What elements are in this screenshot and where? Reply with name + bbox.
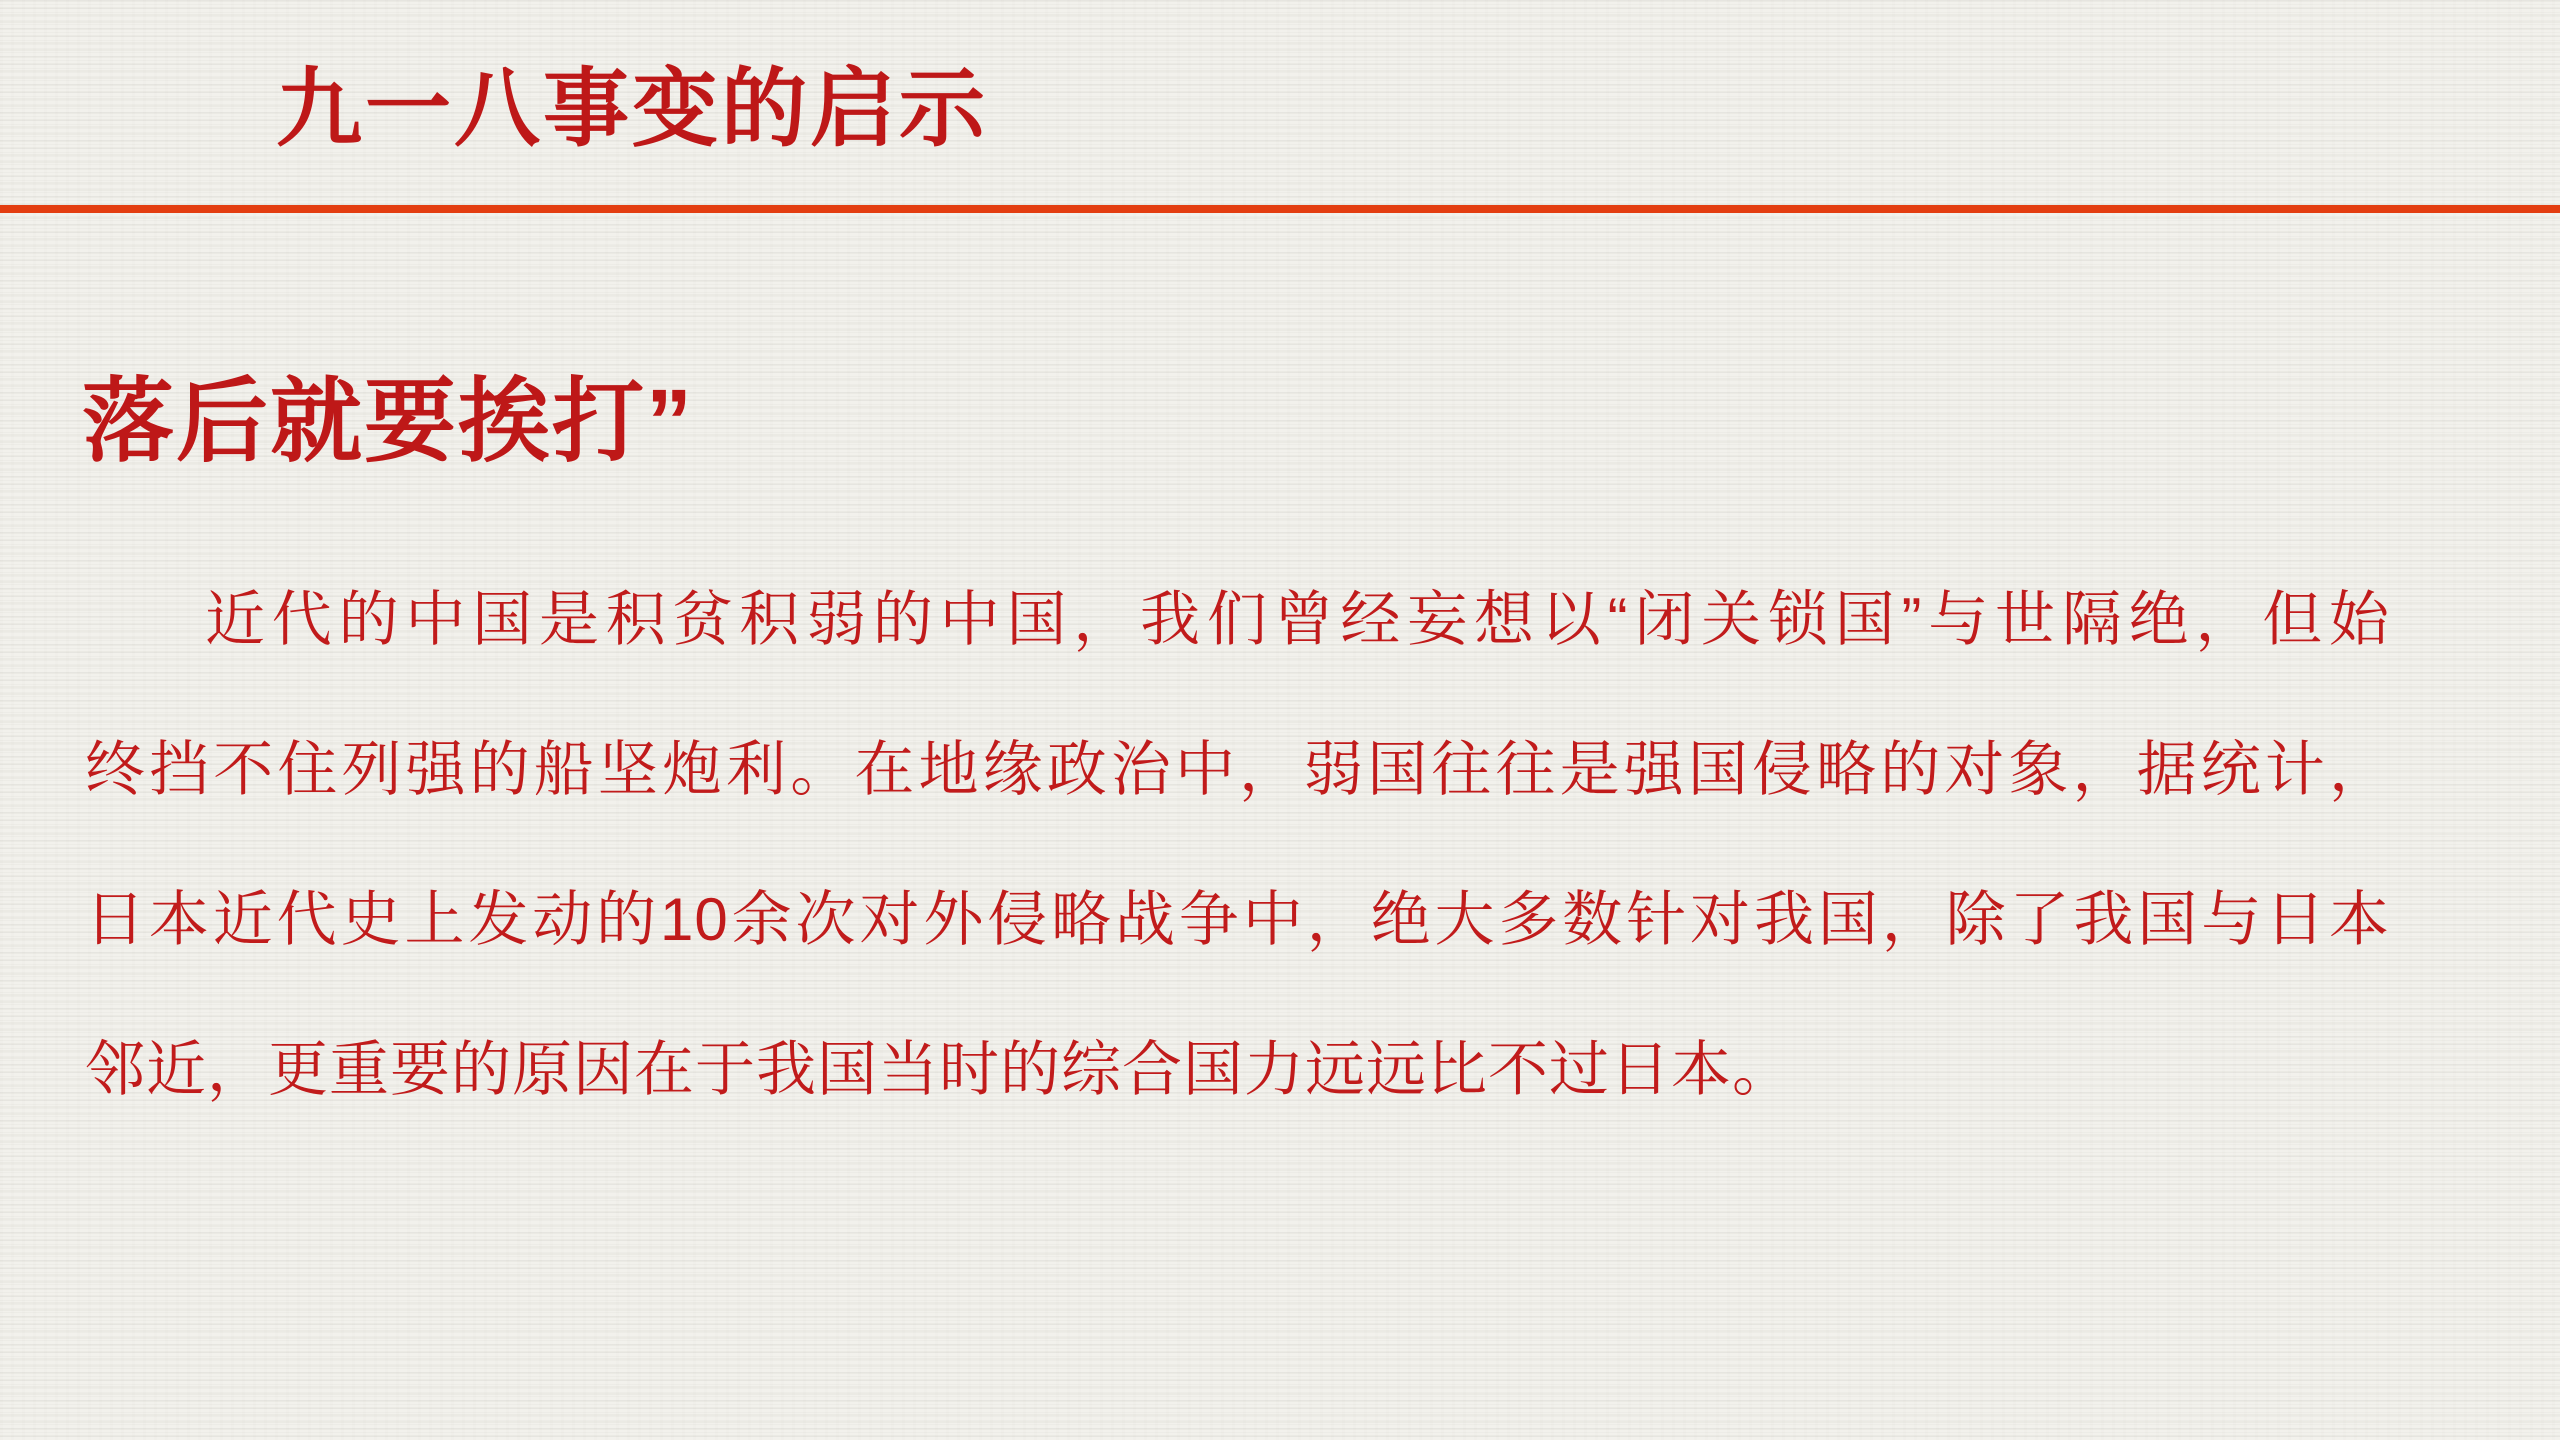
title-underline: [0, 205, 2560, 213]
body-line-4: 邻近，更重要的原因在于我国当时的综合国力远远比不过日本。: [85, 1036, 1793, 1103]
slide-subtitle: 落后就要挨打”: [82, 371, 695, 473]
body-line-1: 近代的中国是积贫积弱的中国，我们曾经妄想以“闭关锁国”与世隔绝，但始: [205, 586, 2390, 653]
body-paragraph: [85, 545, 2390, 1145]
slide-title: 九一八事变的启示: [276, 61, 988, 157]
body-line-3: 日本近代史上发动的10余次对外侵略战争中，绝大多数针对我国，除了我国与日本: [85, 886, 2390, 953]
body-line-2: 终挡不住列强的船坚炮利。在地缘政治中，弱国往往是强国侵略的对象，据统计，: [85, 736, 2390, 803]
